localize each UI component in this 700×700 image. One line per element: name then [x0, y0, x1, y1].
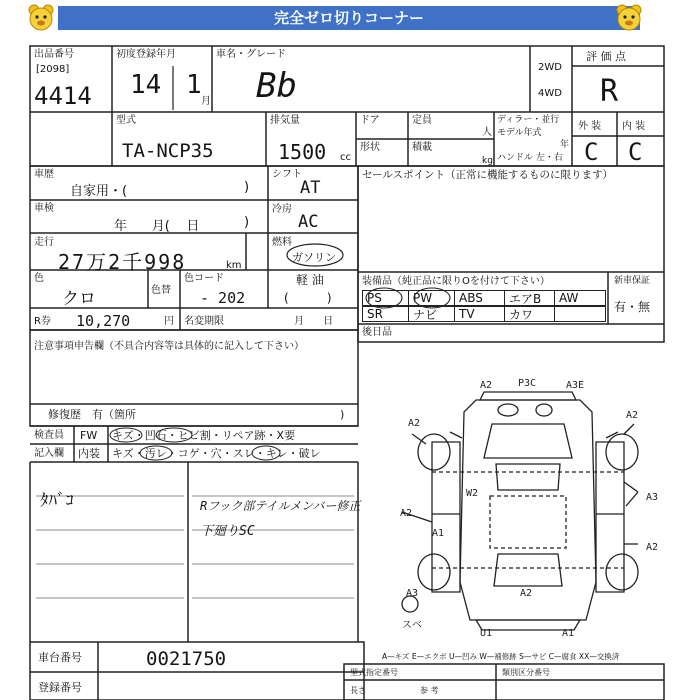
handle-label: ハンドル 左・右 — [497, 153, 563, 163]
size-label: 長さ — [350, 686, 366, 695]
sales-label: セールスポイント（正常に機能するものに限ります） — [362, 169, 614, 181]
interior-items: キズ・汚レ・コゲ・穴・スレ・キレ・破レ — [112, 447, 321, 460]
svg-text:U1: U1 — [480, 628, 493, 639]
svg-text:A3: A3 — [646, 492, 659, 503]
shaken-label: 車検 — [34, 203, 54, 214]
exterior-label: 外 装 — [578, 121, 602, 132]
car-label: 車名・グレード — [216, 49, 286, 60]
equip-sr: SR — [363, 307, 409, 321]
ac-value: AC — [298, 212, 319, 232]
history-value: 自家用・( — [70, 184, 128, 199]
car-damage-diagram — [392, 372, 668, 642]
svg-text:A2: A2 — [626, 410, 639, 421]
grade-value: R — [600, 74, 619, 109]
load-label: 積載 — [412, 142, 432, 153]
svg-text:P3C: P3C — [518, 378, 537, 389]
after-label: 後日品 — [362, 327, 392, 338]
lot-label: 出品番号 — [34, 49, 74, 60]
capacity-unit: 人 — [482, 127, 492, 138]
sub1-label: 型式指定番号 — [350, 668, 398, 677]
mileage-value: 27万2千998 — [58, 250, 187, 274]
model-value: TA-NCP35 — [122, 140, 214, 162]
capacity-label: 定員 — [412, 115, 432, 126]
fuel-label: 燃料 — [272, 237, 292, 248]
inspector-label: 検査員 — [34, 430, 64, 441]
shift-label: シフト — [272, 169, 302, 180]
fuel-circle-mark — [284, 242, 346, 268]
equip-aw: AW — [559, 291, 579, 305]
equip-empty — [555, 307, 603, 321]
interior-value: C — [628, 138, 643, 166]
svg-text:A2: A2 — [646, 542, 659, 553]
reg-label: 登録番号 — [38, 681, 82, 694]
mileage-label: 走行 — [34, 237, 54, 248]
fw-label: FW — [80, 429, 98, 442]
load-unit: kg — [482, 156, 493, 166]
svg-text:A2: A2 — [520, 588, 533, 599]
drive-2wd: 2WD — [538, 62, 562, 73]
equip-tv: TV — [455, 307, 505, 321]
svg-text:A1: A1 — [562, 628, 575, 639]
ref-label: 参 考 — [420, 686, 439, 695]
sub2-label: 類別区分番号 — [502, 668, 550, 677]
model-label: 型式 — [116, 115, 136, 126]
svg-text:A2: A2 — [408, 418, 421, 429]
fuel-diesel: 軽 油 — [296, 273, 324, 287]
history-close: ) — [244, 180, 250, 195]
repair-close: ) — [340, 408, 345, 421]
svg-text:W2: W2 — [466, 488, 479, 499]
equip-abs: ABS — [455, 291, 505, 305]
svg-text:A2: A2 — [400, 508, 413, 519]
damage-legend: A—キズ E—エクボ U—凹み W—補修跡 S—サビ C—腐食 XX—交換済 — [382, 652, 620, 661]
drive-4wd: 4WD — [538, 88, 562, 99]
history-label: 車歴 — [34, 169, 54, 180]
disp-label: 排気量 — [270, 115, 300, 126]
chassis-value: 0021750 — [146, 648, 227, 670]
color-value: クロ — [62, 289, 96, 309]
color-change-label: 色替 — [151, 285, 171, 296]
chassis-label: 車台番号 — [38, 651, 82, 664]
equip-ps: PS — [363, 291, 409, 305]
equip-circle-marks — [364, 286, 504, 310]
interior-check-label: 内装 — [78, 447, 100, 460]
page-title: 完全ゼロ切りコーナー — [58, 6, 640, 30]
disp-value: 1500 — [278, 140, 327, 164]
svg-text:A3: A3 — [406, 588, 419, 599]
entry-label: 記入欄 — [34, 448, 64, 459]
mileage-unit: km — [226, 260, 242, 271]
svg-text:A3E: A3E — [566, 380, 585, 391]
month-unit: 月 — [201, 96, 211, 107]
equip-label: 装備品（純正品に限りOを付けて下さい） — [362, 276, 550, 287]
disp-unit: cc — [340, 152, 351, 163]
shift-value: AT — [300, 178, 321, 198]
equip-pw: PW — [409, 291, 455, 305]
fw-items: キズ・凹石・ヒビ割・リペア跡・X要 — [112, 429, 296, 442]
newcar-label: 新車保証 — [614, 276, 651, 286]
shape-label: 形状 — [360, 142, 380, 153]
equip-leather: カワ — [505, 307, 555, 321]
shaken-value: 年 月( 日 — [114, 219, 200, 234]
note-line-3: 下廻りSC — [200, 524, 255, 539]
equip-airbag: エアB — [505, 291, 555, 305]
inspection-circle-marks — [108, 426, 358, 462]
car-name: Bb — [256, 66, 297, 106]
door-label: ドア — [360, 115, 380, 126]
exterior-value: C — [584, 138, 599, 166]
fuel-paren: ( ) — [284, 291, 332, 305]
first-reg-year: 14 — [130, 70, 162, 100]
svg-text:スベ: スベ — [402, 620, 422, 631]
dealer-label: ディラー・並行 — [497, 115, 560, 125]
svg-text:A1: A1 — [432, 528, 445, 539]
notes-label: 注意事項申告欄（不具合内容等は具体的に記入して下さい） — [34, 341, 304, 352]
shaken-close: ) — [244, 215, 250, 230]
color-label: 色 — [34, 273, 44, 284]
recycle-label: R券 — [34, 316, 51, 327]
newcar-value: 有・無 — [614, 300, 651, 314]
color-no-value: - 202 — [200, 289, 246, 307]
interior-label: 内 装 — [622, 121, 646, 132]
fuel-gas: ガソリン — [292, 251, 336, 264]
svg-text:A2: A2 — [480, 380, 493, 391]
lot-number: 4414 — [34, 82, 92, 110]
name-change-value: 月 日 — [294, 316, 334, 327]
note-line-1: ﾀﾊﾞｺ — [40, 491, 74, 511]
equip-navi: ナビ — [409, 307, 455, 321]
name-change-label: 名変期限 — [184, 316, 224, 327]
lot-sub: [2098] — [36, 64, 70, 75]
recycle-value: 10,270 — [76, 312, 131, 330]
grade-label: 評 価 点 — [586, 50, 626, 63]
model-year-label: モデル年式 — [497, 128, 542, 138]
repair-label: 修復歴 有（箇所 — [48, 408, 136, 421]
date-divider — [170, 66, 176, 110]
recycle-unit: 円 — [164, 316, 174, 327]
year-unit: 年 — [560, 140, 570, 150]
first-reg-label: 初度登録年月 — [116, 49, 176, 60]
color-no-label: 色コード — [184, 273, 224, 284]
ac-label: 冷房 — [272, 204, 292, 215]
first-reg-month: 1 — [186, 70, 202, 100]
note-line-2: Rフック部テイルメンバー修正 — [200, 499, 361, 513]
